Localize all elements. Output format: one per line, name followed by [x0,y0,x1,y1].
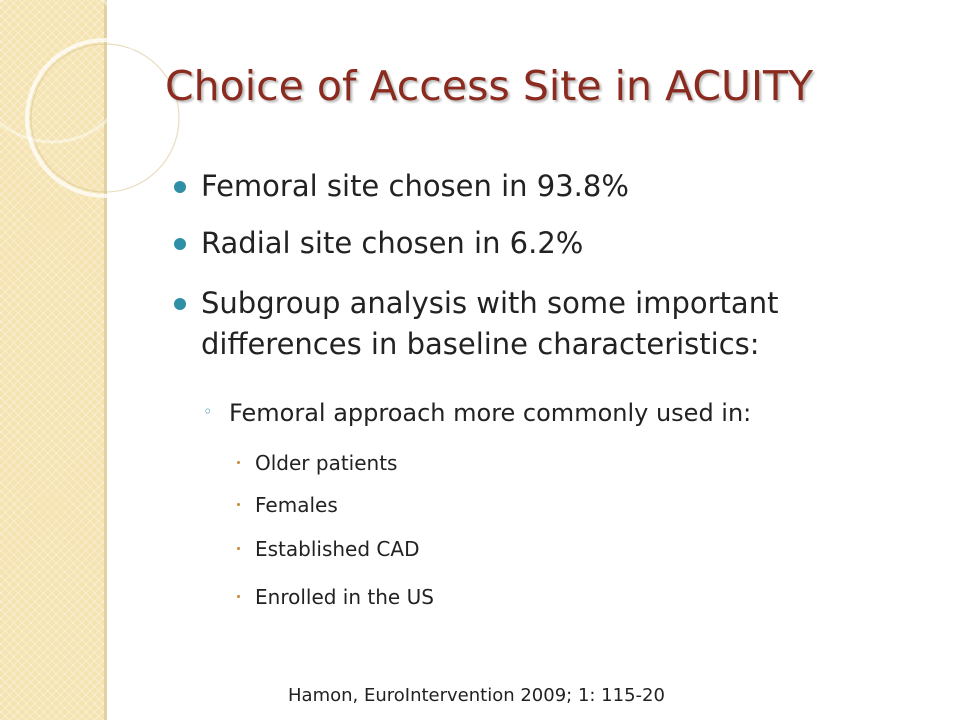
bullet-dot [174,238,186,250]
bullet-text: Radial site chosen in 6.2% [201,226,584,260]
sub-sub-bullet-text: Older patients [255,451,398,475]
ring-bullet-icon: ◦ [203,402,213,421]
sub-sub-bullet-text: Established CAD [255,537,420,561]
bullet-dot [174,181,186,193]
bullet-text-line1: Subgroup analysis with some important [201,286,779,320]
bullet-text-line2: differences in baseline characteristics: [201,327,760,361]
dot-bullet-icon [237,547,240,550]
dot-bullet-icon [237,595,240,598]
sub-sub-bullet-text: Females [255,493,338,517]
slide-title: Choice of Access Site in ACUITY [165,62,814,110]
sub-bullet-text: Femoral approach more commonly used in: [229,399,752,427]
sub-sub-bullet-text: Enrolled in the US [255,585,434,609]
bullet-dot [174,298,186,310]
dot-bullet-icon [237,461,240,464]
bullet-text: Femoral site chosen in 93.8% [201,169,629,203]
citation: Hamon, EuroIntervention 2009; 1: 115-20 [288,685,665,706]
dot-bullet-icon [237,503,240,506]
decorative-circles [0,0,200,240]
